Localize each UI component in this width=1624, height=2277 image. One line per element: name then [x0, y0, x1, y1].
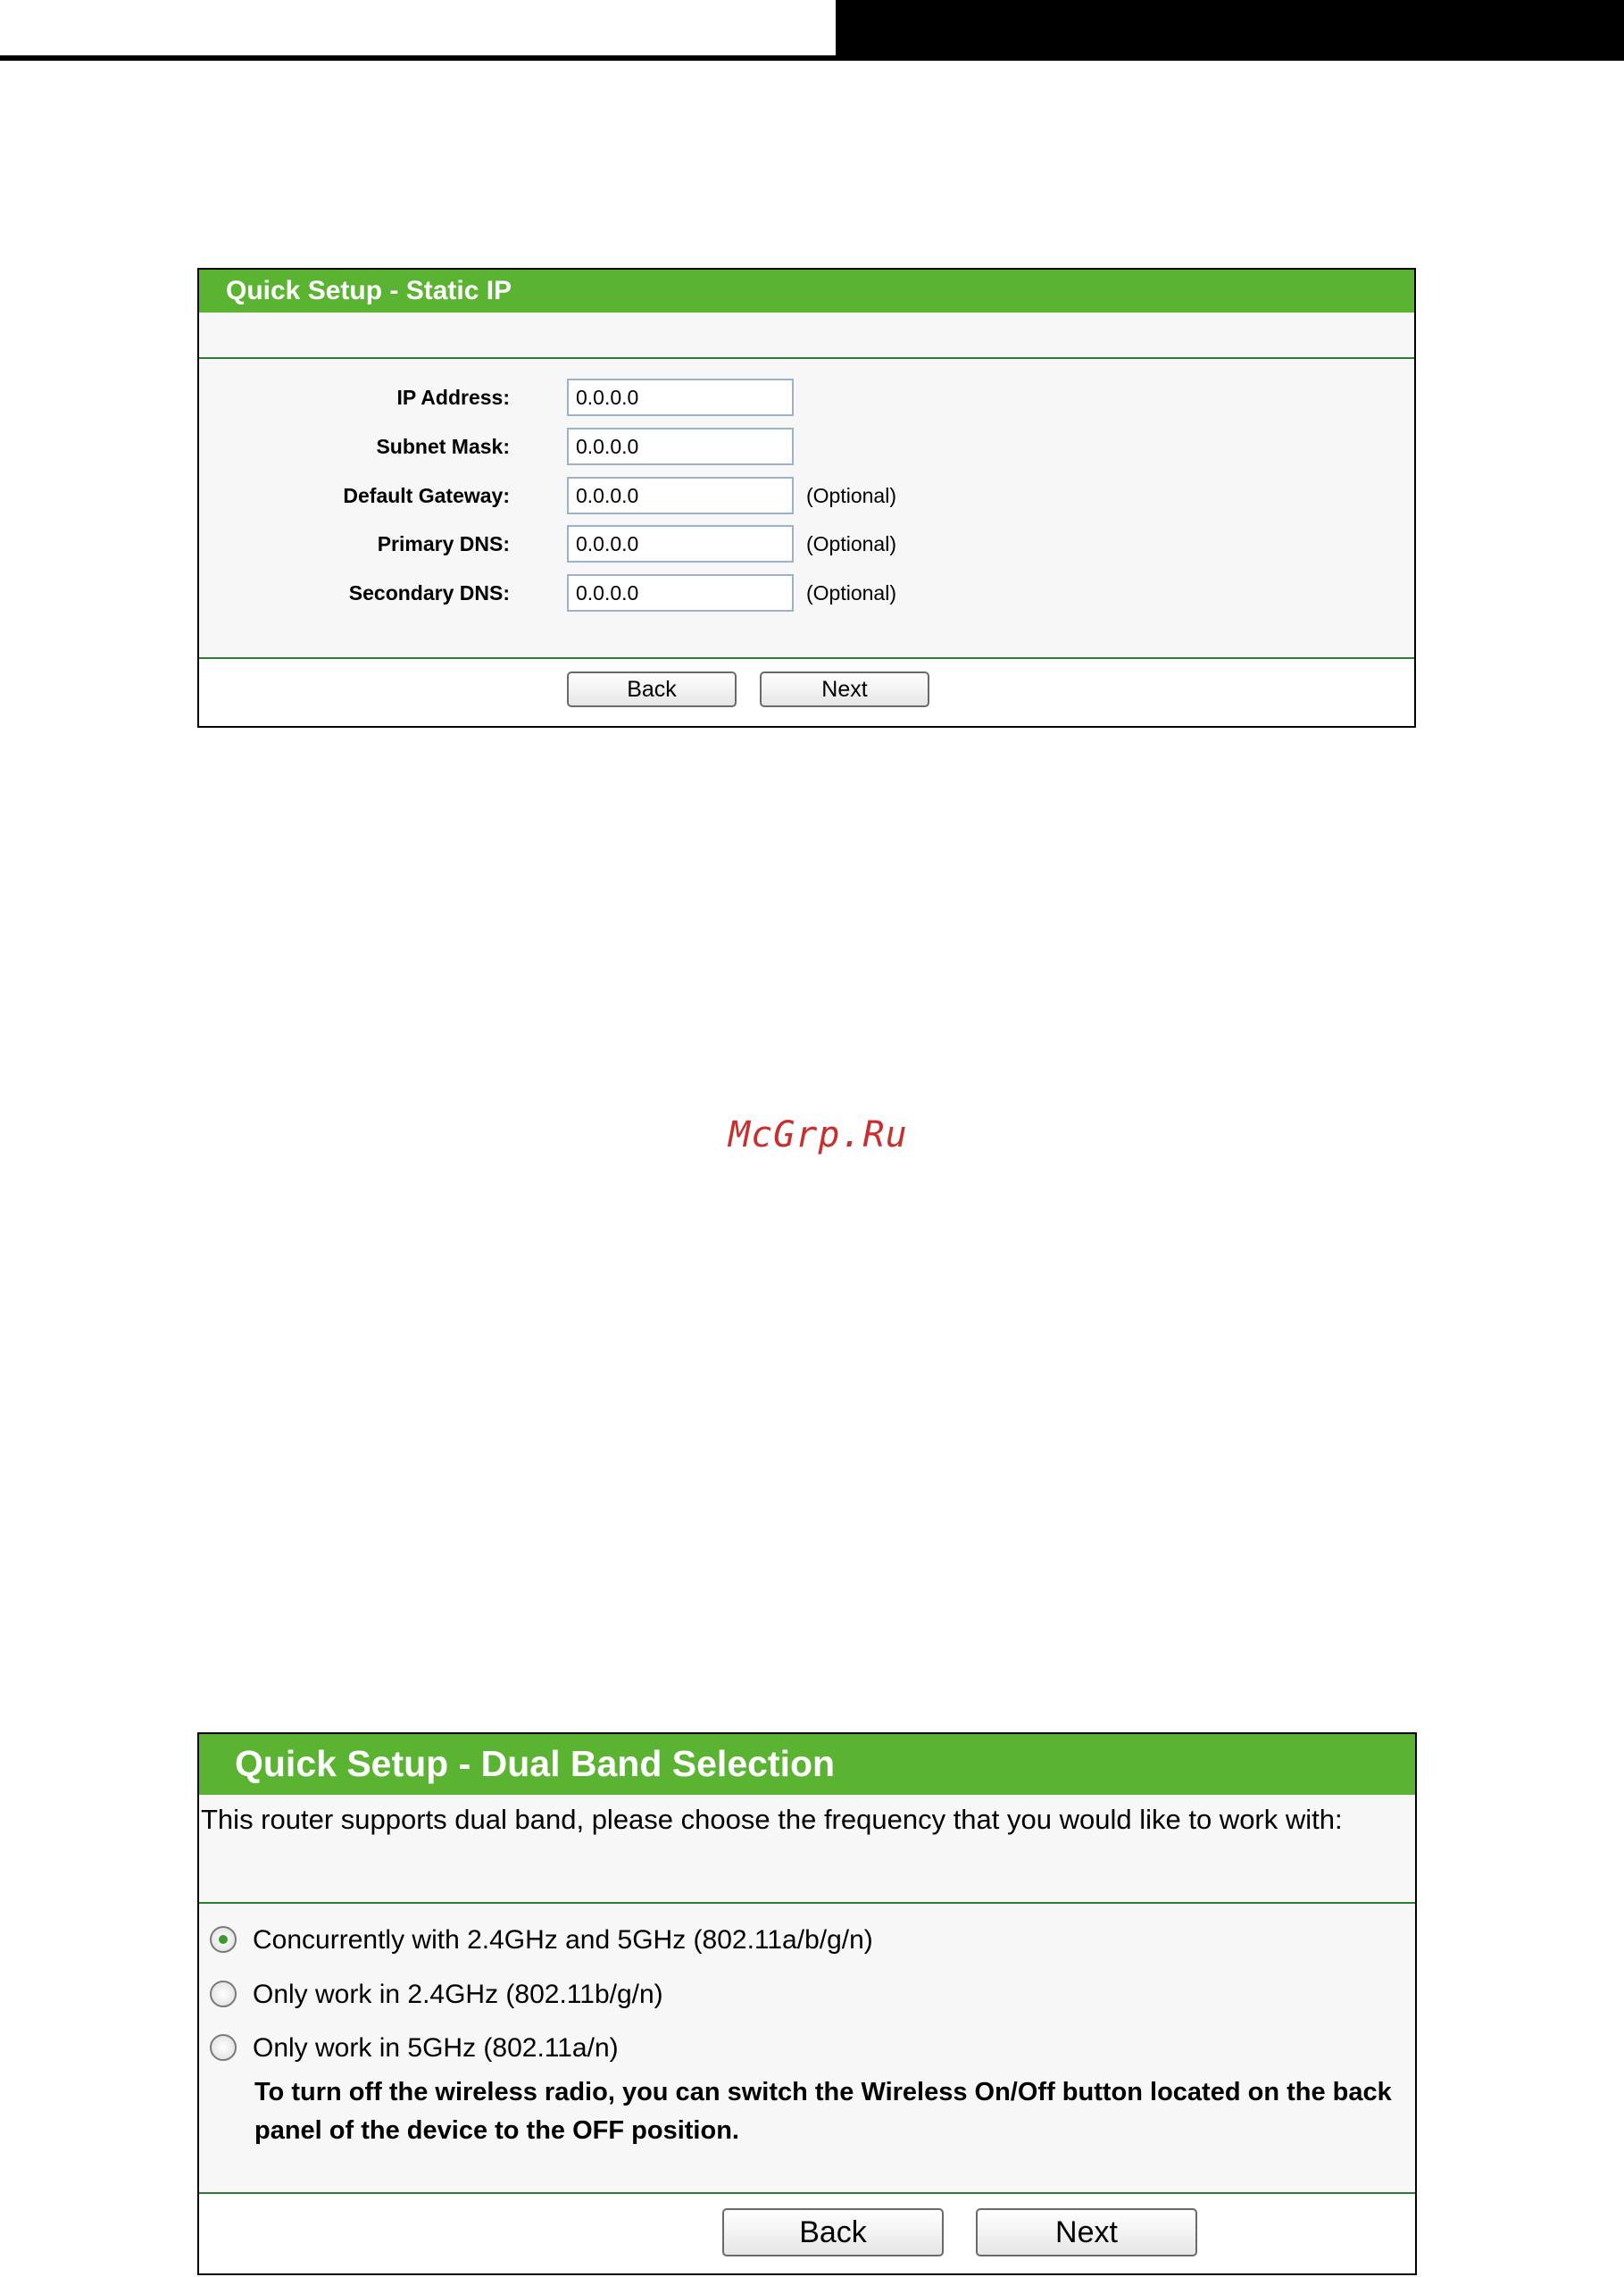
intro-text: This router supports dual band, please choose the frequency that you would like to work with:: [199, 1795, 1415, 1902]
next-button[interactable]: Next: [976, 2208, 1197, 2256]
subnet-mask-row: [199, 428, 1414, 465]
default-gateway-row: [199, 477, 1414, 514]
radio-button-selected[interactable]: [210, 1926, 237, 1953]
ip-address-input[interactable]: [567, 379, 794, 416]
secondary-dns-input[interactable]: [567, 574, 794, 612]
primary-dns-input[interactable]: [567, 525, 794, 563]
back-button[interactable]: Back: [567, 671, 737, 707]
secondary-dns-row: [199, 574, 1414, 612]
optional-note: (Optional): [806, 484, 896, 507]
primary-dns-label: Primary DNS:: [377, 532, 510, 555]
ip-address-row: [199, 379, 1414, 416]
watermark: McGrp.Ru: [729, 1114, 908, 1155]
band-options: [199, 1904, 1415, 2192]
static-ip-form: [199, 359, 1414, 657]
option-label: Only work in 2.4GHz (802.11b/g/n): [253, 1980, 663, 2009]
radio-button[interactable]: [210, 1981, 237, 2007]
panel-title: Quick Setup - Static IP: [199, 270, 1414, 313]
primary-dns-row: [199, 525, 1414, 563]
dual-band-panel: [197, 1732, 1417, 2275]
header-black-bar: [836, 0, 1624, 55]
button-bar: [199, 2194, 1415, 2277]
subnet-mask-label: Subnet Mask:: [376, 435, 510, 458]
ip-address-label: IP Address:: [396, 386, 510, 409]
option-label: Only work in 5GHz (802.11a/n): [253, 2033, 619, 2063]
default-gateway-input[interactable]: [567, 477, 794, 514]
static-ip-panel: [197, 268, 1416, 728]
default-gateway-label: Default Gateway:: [343, 484, 510, 507]
optional-note: (Optional): [806, 581, 896, 605]
panel-title: Quick Setup - Dual Band Selection: [199, 1734, 1415, 1795]
panel-spacer: [199, 313, 1414, 357]
button-bar: [199, 659, 1414, 728]
optional-note: (Optional): [806, 532, 896, 555]
header-rule: [0, 55, 1624, 61]
radio-button[interactable]: [210, 2034, 237, 2061]
option-label: Concurrently with 2.4GHz and 5GHz (802.11a/b/g/n): [253, 1925, 873, 1955]
subnet-mask-input[interactable]: [567, 428, 794, 465]
next-button[interactable]: Next: [760, 671, 929, 707]
secondary-dns-label: Secondary DNS:: [348, 581, 510, 605]
wireless-radio-note: To turn off the wireless radio, you can switch the Wireless On/Off button located on the back panel of the device to the OFF position.: [254, 2078, 1392, 2145]
back-button[interactable]: Back: [722, 2208, 944, 2256]
